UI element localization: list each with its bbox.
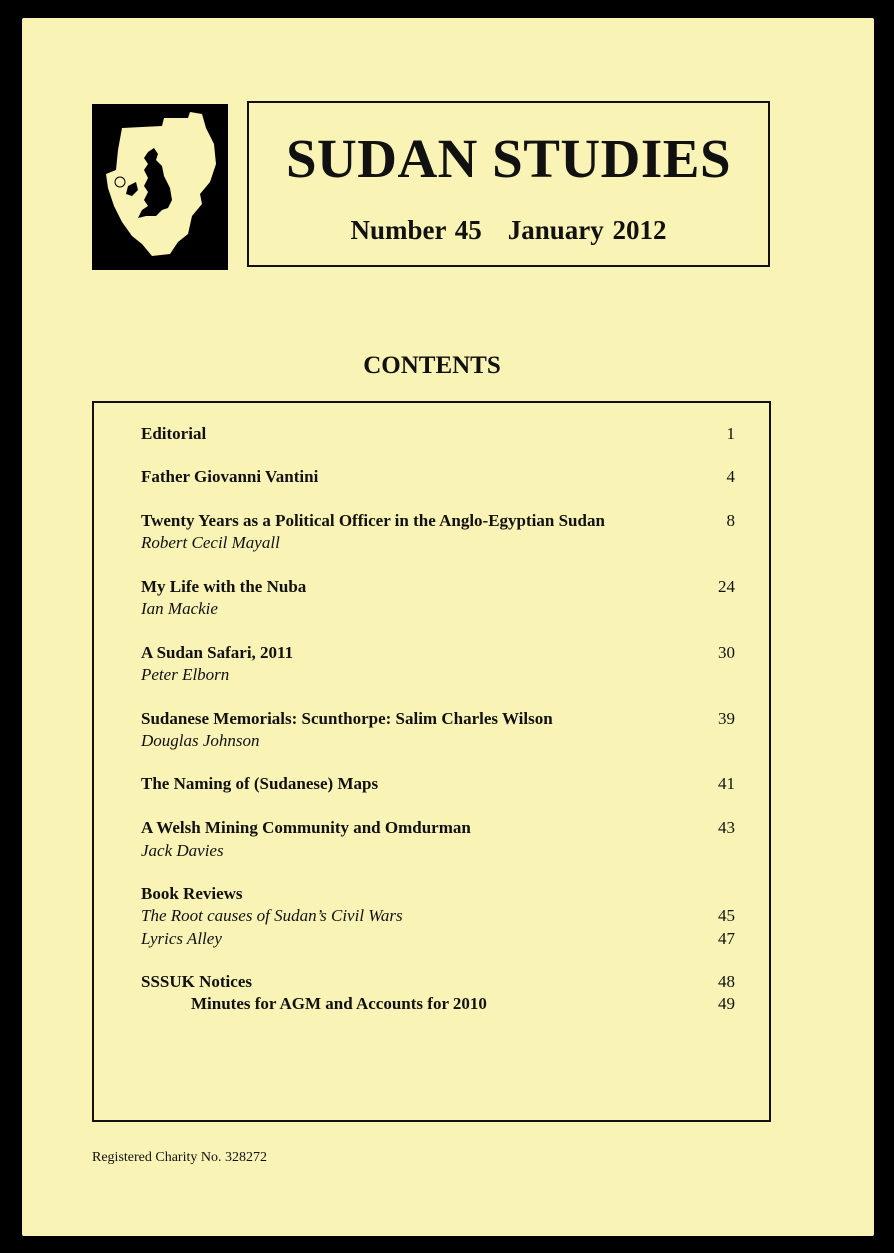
toc-page: 4 xyxy=(726,467,735,486)
sudan-uk-map-icon xyxy=(92,104,228,270)
toc-title: My Life with the Nuba xyxy=(141,577,307,596)
toc-title: A Welsh Mining Community and Omdurman xyxy=(141,818,471,837)
toc-title: SSSUK Notices xyxy=(141,972,252,991)
toc-author: Ian Mackie xyxy=(141,599,218,618)
toc-author-row xyxy=(94,599,769,621)
toc-title: Father Giovanni Vantini xyxy=(141,467,319,486)
toc-page: 43 xyxy=(718,818,735,837)
toc-entry[interactable] xyxy=(94,643,769,665)
toc-title: Minutes for AGM and Accounts for 2010 xyxy=(191,994,487,1013)
toc-section-heading xyxy=(94,884,769,906)
toc-author-row xyxy=(94,665,769,687)
toc-title: Sudanese Memorials: Scunthorpe: Salim Charles Wilson xyxy=(141,709,553,728)
toc-title: Twenty Years as a Political Officer in the Anglo-Egyptian Sudan xyxy=(141,511,605,530)
toc-page: 45 xyxy=(718,906,735,925)
toc-page: 48 xyxy=(718,972,735,991)
toc-review-entry[interactable] xyxy=(94,906,769,928)
toc-author: Douglas Johnson xyxy=(141,731,260,750)
toc-page: 47 xyxy=(718,929,735,948)
issue-number: Number 45 xyxy=(350,215,482,245)
review-title: Lyrics Alley xyxy=(141,929,222,948)
toc-entry[interactable] xyxy=(94,774,769,796)
toc-title: A Sudan Safari, 2011 xyxy=(141,643,294,662)
toc-entry[interactable] xyxy=(94,972,769,994)
toc-entry[interactable] xyxy=(94,994,769,1016)
toc-entry[interactable] xyxy=(94,577,769,599)
toc-title: Editorial xyxy=(141,424,207,443)
issue-date: January 2012 xyxy=(507,215,667,245)
toc-author-row xyxy=(94,841,769,863)
toc-author: Jack Davies xyxy=(141,841,224,860)
toc-title: The Naming of (Sudanese) Maps xyxy=(141,774,379,793)
charity-number: Registered Charity No. 328272 xyxy=(92,1150,267,1165)
toc-page: 41 xyxy=(718,774,735,793)
toc-author-row xyxy=(94,533,769,555)
table-of-contents xyxy=(92,401,771,1122)
toc-title: Book Reviews xyxy=(141,884,243,903)
issue-line xyxy=(249,215,768,246)
toc-entry[interactable] xyxy=(94,424,769,446)
toc-entry[interactable] xyxy=(94,818,769,840)
toc-review-entry[interactable] xyxy=(94,929,769,951)
toc-page: 24 xyxy=(718,577,735,596)
toc-author-row xyxy=(94,731,769,753)
review-title: The Root causes of Sudan’s Civil Wars xyxy=(141,906,403,925)
toc-page: 30 xyxy=(718,643,735,662)
toc-page: 8 xyxy=(726,511,735,530)
toc-entry[interactable] xyxy=(94,467,769,489)
journal-title: SUDAN STUDIES xyxy=(285,128,732,189)
toc-page: 49 xyxy=(718,994,735,1013)
toc-author: Robert Cecil Mayall xyxy=(141,533,280,552)
toc-page: 39 xyxy=(718,709,735,728)
toc-author: Peter Elborn xyxy=(141,665,230,684)
contents-heading: CONTENTS xyxy=(363,352,501,379)
toc-entry[interactable] xyxy=(94,709,769,731)
title-box xyxy=(247,101,770,267)
toc-page: 1 xyxy=(726,424,735,443)
toc-entry[interactable] xyxy=(94,511,769,533)
